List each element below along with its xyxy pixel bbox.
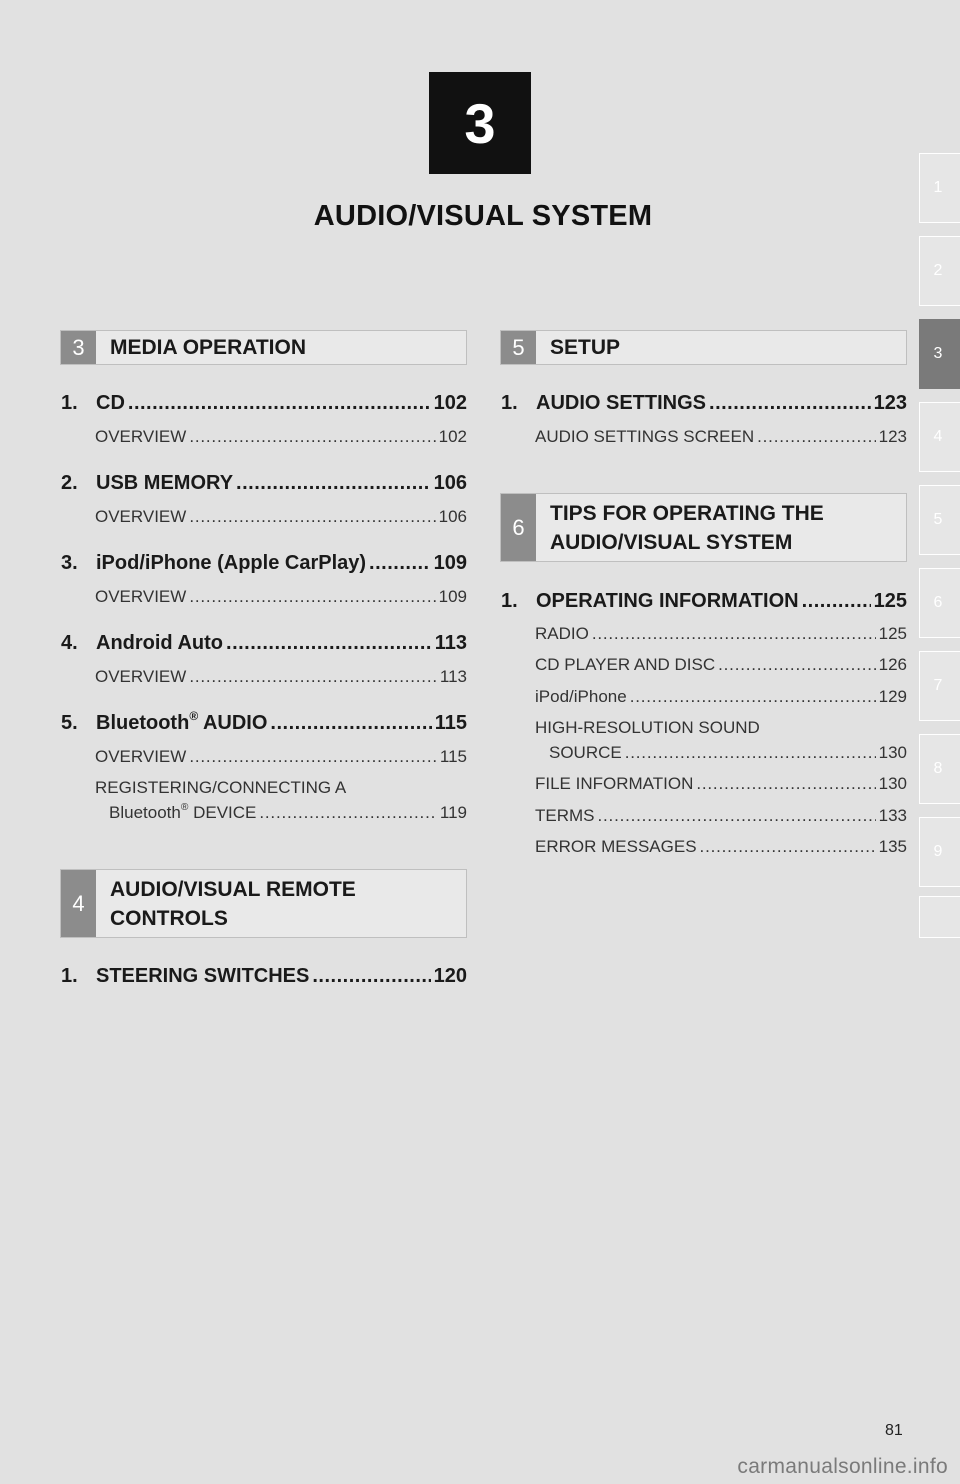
toc-subentry-terms[interactable]: TERMS ..... 133 bbox=[535, 806, 907, 826]
chapter-tab-4[interactable]: 4 bbox=[919, 402, 960, 472]
page-ref: 119 bbox=[439, 803, 467, 822]
toc-entry-usb-memory[interactable]: 2. USB MEMORY ..... 106 bbox=[61, 472, 467, 495]
page-ref: 135 bbox=[878, 837, 907, 856]
toc-subentry-file-information[interactable]: FILE INFORMATION ..... 130 bbox=[535, 774, 907, 794]
toc-entry-audio-settings[interactable]: 1. AUDIO SETTINGS ..... 123 bbox=[501, 392, 907, 415]
toc-subentry-bt-register[interactable]: Bluetooth® DEVICE ..... 119 bbox=[109, 803, 467, 823]
chapter-tab-9[interactable]: 9 bbox=[919, 817, 960, 887]
toc-entry-operating-information[interactable]: 1. OPERATING INFORMATION ..... 125 bbox=[501, 590, 907, 613]
page-ref: 120 bbox=[433, 965, 467, 987]
section-title: MEDIA OPERATION bbox=[110, 336, 307, 359]
section-title: AUDIO/VISUAL REMOTE CONTROLS bbox=[110, 877, 356, 930]
section-number: 6 bbox=[501, 494, 536, 561]
toc-subentry-hires-source[interactable]: SOURCE ..... 130 bbox=[549, 743, 907, 763]
section-number: 3 bbox=[61, 331, 96, 364]
toc-entry-steering-switches[interactable]: 1. STEERING SWITCHES ..... 120 bbox=[61, 965, 467, 988]
section-title: SETUP bbox=[550, 336, 621, 359]
toc-entry-android-auto[interactable]: 4. Android Auto ..... 113 bbox=[61, 632, 467, 655]
page-ref: 130 bbox=[878, 774, 907, 793]
page-ref: 125 bbox=[878, 624, 907, 643]
section-header-remote-controls bbox=[60, 869, 467, 938]
section-header-setup bbox=[500, 330, 907, 365]
chapter-tab-7[interactable]: 7 bbox=[919, 651, 960, 721]
toc-subentry-audio-settings-screen[interactable]: AUDIO SETTINGS SCREEN ..... 123 bbox=[535, 427, 907, 447]
chapter-title: AUDIO/VISUAL SYSTEM bbox=[313, 200, 653, 232]
page-ref: 106 bbox=[433, 472, 467, 494]
page-ref: 130 bbox=[878, 743, 907, 762]
toc-subentry-radio[interactable]: RADIO ..... 125 bbox=[535, 624, 907, 644]
page-ref: 123 bbox=[873, 392, 907, 414]
toc-subentry-bt-register-line1: REGISTERING/CONNECTING A bbox=[95, 778, 347, 797]
section-title: TIPS FOR OPERATING THE AUDIO/VISUAL SYSTEM bbox=[550, 501, 824, 554]
chapter-tab-blank[interactable] bbox=[919, 896, 960, 938]
section-number: 4 bbox=[61, 870, 96, 937]
chapter-number: 3 bbox=[464, 91, 496, 155]
page-ref: 109 bbox=[433, 552, 467, 574]
page-ref: 115 bbox=[434, 712, 467, 734]
section-header-tips bbox=[500, 493, 907, 562]
toc-subentry-cd-overview[interactable]: OVERVIEW ..... 102 bbox=[95, 427, 467, 447]
toc-entry-cd[interactable]: 1. CD ..... 102 bbox=[61, 392, 467, 415]
chapter-tab-1[interactable]: 1 bbox=[919, 153, 960, 223]
toc-subentry-error-messages[interactable]: ERROR MESSAGES ..... 135 bbox=[535, 837, 907, 857]
page-ref: 126 bbox=[878, 655, 907, 674]
chapter-tab-5[interactable]: 5 bbox=[919, 485, 960, 555]
chapter-tab-8[interactable]: 8 bbox=[919, 734, 960, 804]
page-ref: 123 bbox=[878, 427, 907, 446]
toc-subentry-hires-line1: HIGH-RESOLUTION SOUND bbox=[535, 718, 760, 737]
section-number: 5 bbox=[501, 331, 536, 364]
toc-subentry-usb-overview[interactable]: OVERVIEW ..... 106 bbox=[95, 507, 467, 527]
page-ref: 113 bbox=[439, 667, 467, 686]
page-ref: 115 bbox=[439, 747, 467, 766]
page-ref: 113 bbox=[434, 632, 467, 654]
page-ref: 109 bbox=[438, 587, 467, 606]
section-header-media-operation bbox=[60, 330, 467, 365]
chapter-tab-2[interactable]: 2 bbox=[919, 236, 960, 306]
toc-subentry-ipod-iphone[interactable]: iPod/iPhone ..... 129 bbox=[535, 687, 907, 707]
chapter-tab-3[interactable]: 3 bbox=[919, 319, 960, 389]
toc-subentry-bluetooth-overview[interactable]: OVERVIEW ..... 115 bbox=[95, 747, 467, 767]
toc-entry-ipod-carplay[interactable]: 3. iPod/iPhone (Apple CarPlay) ..... 109 bbox=[61, 552, 467, 575]
page-ref: 133 bbox=[878, 806, 907, 825]
toc-subentry-ipod-overview[interactable]: OVERVIEW ..... 109 bbox=[95, 587, 467, 607]
chapter-tab-6[interactable]: 6 bbox=[919, 568, 960, 638]
chapter-number-box bbox=[429, 72, 531, 174]
page-ref: 102 bbox=[438, 427, 467, 446]
toc-entry-bluetooth-audio[interactable]: 5. Bluetooth® AUDIO ..... 115 bbox=[61, 712, 467, 735]
page-number: 81 bbox=[885, 1422, 903, 1439]
page-ref: 129 bbox=[878, 687, 907, 706]
watermark: carmanualsonline.info bbox=[737, 1455, 948, 1478]
toc-subentry-android-overview[interactable]: OVERVIEW ..... 113 bbox=[95, 667, 467, 687]
page-ref: 106 bbox=[438, 507, 467, 526]
toc-subentry-cd-player[interactable]: CD PLAYER AND DISC ..... 126 bbox=[535, 655, 907, 675]
page-ref: 102 bbox=[433, 392, 467, 414]
page-ref: 125 bbox=[873, 590, 907, 612]
